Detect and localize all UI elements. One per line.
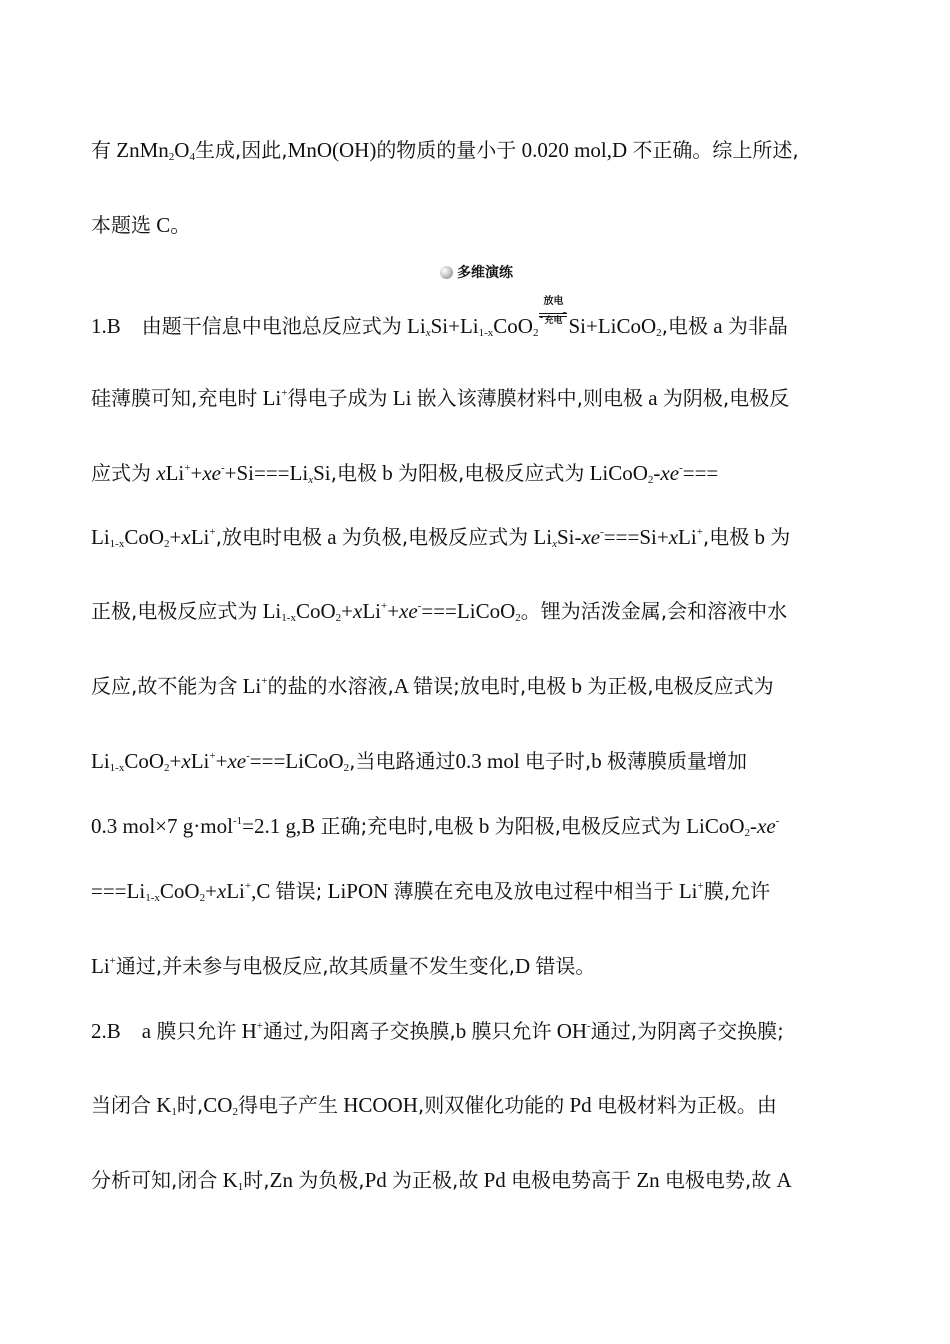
text-line-15: 分析可知,闭合 $K_1$时,Zn 为负极,Pd 为正极,故 Pd 电极电势高于 Zn 电极电势,故 A bbox=[91, 1168, 792, 1193]
reversible-arrow: 放电 充电 bbox=[538, 312, 568, 340]
text-line-14: 当闭合 $K_1$时$,CO_2$得电子产生 HCOOH,则双催化功能的 Pd 电极材料为正极。由 bbox=[91, 1093, 777, 1118]
text-line-12: Li+通过,并未参与电极反应,故其质量不发生变化,D 错误。 bbox=[91, 954, 596, 978]
text-line-6: $Li_{1-x}CoO_2+xLi^+$,放电时电极 a 为负极,电极反应式为 $Li_xSi-xe^-===Si+xLi^+$,电极 b 为 bbox=[91, 525, 791, 550]
text-line-11: $===Li_{1-x}CoO_2+xLi^+,C$ 错误; LiPON 薄膜在充电及放电过程中相当于 Li+膜,允许 bbox=[91, 879, 771, 904]
section-badge-icon bbox=[440, 266, 453, 279]
text-line-10: 0.3 mol×7 g·mol$^{-1}$=2.1 g,B 正确;充电时,电极 b 为阳极,电极反应式为 LiCoO$_2$-xe- bbox=[91, 814, 780, 839]
text-line-5: 应式为 $xLi^++xe^-+Si===Li_xSi$,电极 b 为阳极,电极反应式为 LiCoO$_2$-xe-=== bbox=[91, 461, 719, 486]
text-line-13: 2.B a 膜只允许 H+通过,为阳离子交换膜,b 膜只允许 OH-通过,为阴离子交换膜; bbox=[91, 1019, 784, 1043]
text-line-2: 本题选 C。 bbox=[91, 213, 192, 237]
section-heading: 多维演练 bbox=[440, 262, 513, 282]
text-line-4: 硅薄膜可知,充电时 Li+得电子成为 Li 嵌入该薄膜材料中,则电极 a 为阴极,电极反 bbox=[91, 386, 790, 410]
text-line-7: 正极,电极反应式为 $Li_{1-x}CoO_2+xLi^++xe^-===LiCoO_2$。锂为活泼金属,会和溶液中水 bbox=[91, 599, 788, 624]
text-line-8: 反应,故不能为含 Li+的盐的水溶液,A 错误;放电时,电极 b 为正极,电极反应式为 bbox=[91, 674, 774, 698]
question-number-2: 2.B bbox=[91, 1019, 121, 1043]
text-line-9: $Li_{1-x}CoO_2+xLi^++xe^-===LiCoO_2$,当电路通过0.3 mol 电子时,b 极薄膜质量增加 bbox=[91, 749, 748, 774]
text-line-3: 1.B 由题干信息中电池总反应式为 $Li_xSi+Li_{1-x}CoO_2$ 放电 充电 Si+LiCoO$_2$,电极 a 为非晶 bbox=[91, 296, 788, 339]
question-number-1: 1.B bbox=[91, 314, 121, 338]
text-line-1: 有 $ZnMn_2O_4$生成,因此,MnO(OH)的物质的量小于 0.020 mol,D 不正确。综上所述, bbox=[91, 138, 799, 163]
